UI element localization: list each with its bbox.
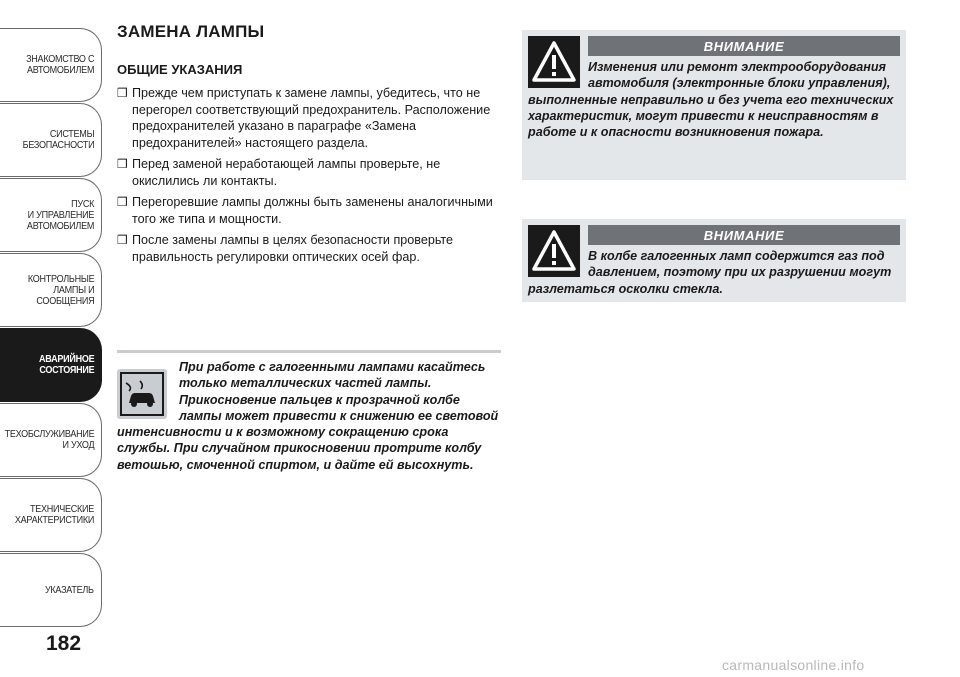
list-item — [117, 194, 501, 227]
sidebar-item-label: ЗНАКОМСТВО С АВТОМОБИЛЕМ — [25, 53, 94, 76]
sidebar-item-label: СИСТЕМЫ БЕЗОПАСНОСТИ — [22, 128, 94, 151]
sidebar-item-safety[interactable] — [0, 103, 102, 177]
list-item — [117, 232, 501, 265]
sidebar-item-label: УКАЗАТЕЛЬ — [45, 583, 94, 596]
warning-box-glass — [522, 219, 906, 302]
warning-text: В колбе галогенных ламп содержится газ под давлением, поэтому при их разрушении могут разлетаться осколки стекла. — [528, 249, 892, 296]
section-subtitle: ОБЩИЕ УКАЗАНИЯ — [117, 62, 243, 77]
sidebar-item-label: ПУСК И УПРАВЛЕНИЕ АВТОМОБИЛЕМ — [26, 197, 94, 232]
page-title: ЗАМЕНА ЛАМПЫ — [117, 22, 265, 41]
sidebar-item-label: ТЕХНИЧЕСКИЕ ХАРАКТЕРИСТИКИ — [14, 503, 94, 526]
main-content — [117, 22, 501, 270]
checkbox-icon: ❒ — [117, 86, 128, 100]
watermark: carmanualsonline.info — [722, 657, 865, 673]
sidebar-item-warning-lights[interactable] — [0, 253, 102, 327]
checkbox-icon: ❒ — [117, 233, 128, 247]
list-item-text: После замены лампы в целях безопасности проверьте правильность регулировки оптических осей фар. — [132, 233, 454, 264]
page-number: 182 — [46, 632, 82, 655]
car-safety-icon — [117, 369, 167, 419]
warning-triangle-icon — [528, 36, 580, 88]
warning-box-electrical — [522, 30, 906, 180]
sidebar-item-intro[interactable] — [0, 28, 102, 102]
sidebar-item-label: КОНТРОЛЬНЫЕ ЛАМПЫ И СООБЩЕНИЯ — [27, 272, 94, 307]
chapter-sidebar — [0, 28, 102, 628]
sidebar-item-maintenance[interactable] — [0, 403, 102, 477]
sidebar-item-label: ТЕХОБСЛУЖИВАНИЕ И УХОД — [4, 428, 94, 451]
list-item — [117, 156, 501, 189]
halogen-note — [117, 350, 501, 473]
sidebar-item-label: АВАРИЙНОЕ СОСТОЯНИЕ — [38, 353, 94, 376]
warning-header: ВНИМАНИЕ — [588, 36, 900, 56]
sidebar-item-starting-driving[interactable] — [0, 178, 102, 252]
checkbox-icon: ❒ — [117, 195, 128, 209]
note-text: При работе с галогенными лампами касайтесь только металлических частей лампы. Прикосновение пальцев к прозрачной колбе лампы может привести к снижению ее световой интенсивности и к возможному сокращению срока службы. При случайном прикосновении протрите колбу ветошью, смоченной спиртом, и дайте ей высохнуть. — [117, 360, 499, 472]
sidebar-item-emergency[interactable] — [0, 328, 102, 402]
warning-header: ВНИМАНИЕ — [588, 225, 900, 245]
warning-text: Изменения или ремонт электрооборудования автомобиля (электронные блоки управления), выполненные неправильно и без учета его технических характеристик, могут привести к неисправностям в работе и к опасности возникновения пожара. — [528, 60, 894, 140]
sidebar-item-index[interactable] — [0, 553, 102, 627]
list-item — [117, 85, 501, 151]
list-item-text: Перед заменой неработающей лампы проверьте, не окислились ли контакты. — [132, 157, 441, 188]
list-item-text: Прежде чем приступать к замене лампы, убедитесь, что не перегорел соответствующий предохранитель. Расположение предохранителей указано в параграфе «Замена предохранителей» настоящего раздела. — [132, 86, 491, 150]
checkbox-icon: ❒ — [117, 157, 128, 171]
warning-triangle-icon — [528, 225, 580, 277]
list-item-text: Перегоревшие лампы должны быть заменены аналогичными того же типа и мощности. — [132, 195, 493, 226]
sidebar-item-specifications[interactable] — [0, 478, 102, 552]
